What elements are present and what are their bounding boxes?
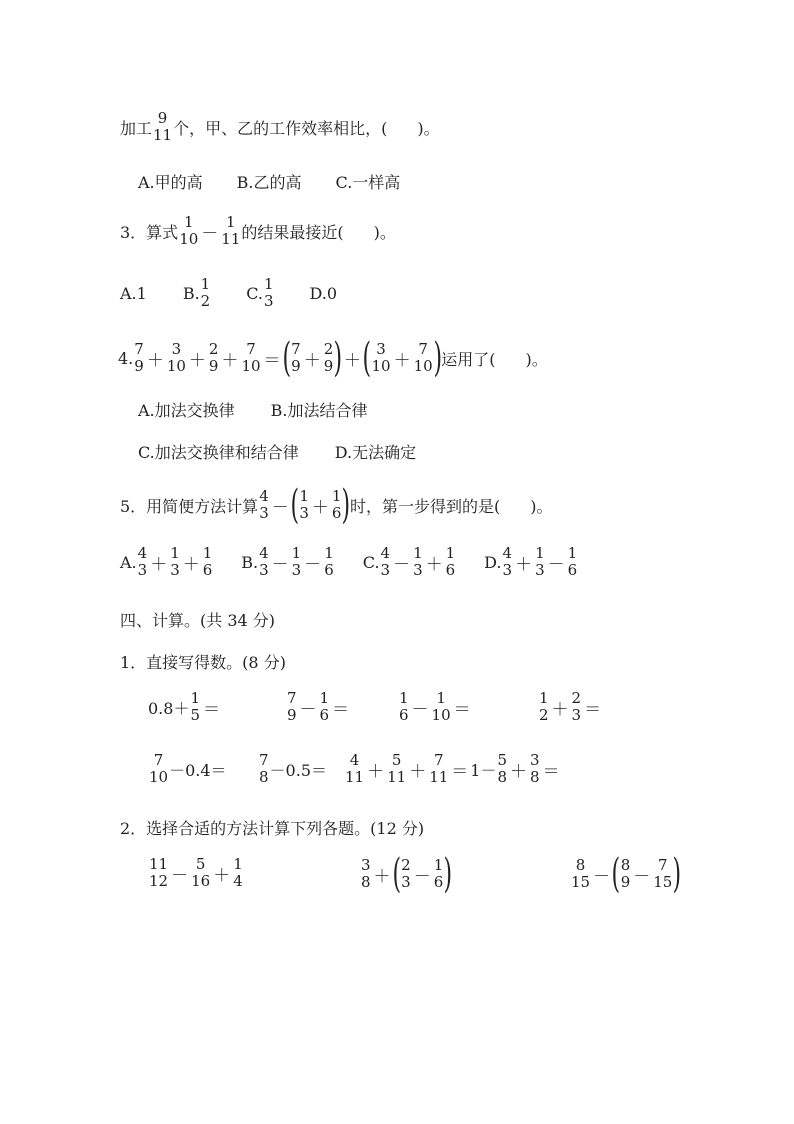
fraction: 2 9 (323, 340, 334, 375)
left-paren: ( (282, 335, 291, 381)
subsection-2-title: 2．选择合适的方法计算下列各题。(12 分) (120, 819, 425, 838)
right-paren: ) (341, 482, 351, 528)
fraction: 7 10 (413, 340, 433, 375)
left-paren: ( (290, 482, 299, 528)
option-a: A.1 (120, 283, 147, 303)
fraction: 3 10 (371, 340, 391, 375)
mental-r1-c: 1 6 － 1 10 ＝ (399, 689, 471, 724)
fraction: 7 9 (134, 340, 144, 375)
option-b: B.乙的高 (236, 173, 302, 192)
q5-stem: 5．用简便方法计算 4 3 － ( 1 3 ＋ 1 6 ) 时，第一步得到的是( )。 (120, 482, 553, 528)
q2-options (138, 170, 400, 193)
option-c: C. (246, 283, 263, 303)
section-title: 四、计算。(共 34 分) (120, 611, 276, 630)
left-paren: ( (611, 851, 621, 897)
fraction: 7 9 (291, 340, 301, 375)
fraction: 1 3 (299, 487, 309, 522)
mental-r1-a: 0.8＋ 1 5 ＝ (148, 689, 220, 724)
q4-options-row2 (138, 440, 416, 463)
q3-stem: 3．算式 1 10 － 1 11 的结果最接近( )。 (120, 213, 396, 248)
left-paren: ( (362, 335, 371, 381)
fraction: 4 3 (259, 487, 269, 522)
option-b: B. (182, 283, 200, 303)
right-paren: ) (672, 851, 682, 897)
fraction: 1 3 (263, 275, 274, 310)
q3-options (120, 276, 337, 310)
mental-r2-b: 7 8 －0.5＝ (259, 751, 327, 786)
option-d: D. 4 3 ＋ 1 3 － 1 6 (484, 544, 578, 579)
option-a: A. 4 3 ＋ 1 3 ＋ 1 6 (120, 544, 213, 579)
mental-r2-a: 7 10 －0.4＝ (149, 751, 227, 786)
fraction: 1 11 (221, 213, 241, 248)
option-a: A.加法交换律 (138, 401, 235, 420)
option-c: C.一样高 (335, 173, 401, 192)
q5-options (120, 545, 578, 579)
subsection-1-title: 1．直接写得数。(8 分) (120, 653, 286, 672)
fraction: 1 10 (179, 213, 199, 248)
calc-expr-2: 3 8 ＋ ( 2 3 － 1 6 ) (361, 851, 453, 897)
fraction: 3 10 (166, 340, 186, 375)
option-d: D.0 (309, 283, 338, 303)
mental-r2-c: 4 11 ＋ 5 11 ＋ 7 11 ＝ 1－ 5 8 ＋ 3 8 ＝ (345, 751, 560, 786)
right-paren: ) (433, 335, 442, 381)
mental-r1-d: 1 2 ＋ 2 3 ＝ (539, 689, 602, 724)
fraction: 7 10 (241, 340, 261, 375)
option-a: A.甲的高 (138, 173, 203, 192)
fraction: 9 11 (153, 109, 173, 144)
q4-stem: 4. 7 9 ＋ 3 10 ＋ 2 9 ＋ 7 10 ＝ ( 7 9 ＋ 2 9 ) ＋ ( 3 10 ＋ 7 10 ) 运用了( )。 (118, 335, 548, 381)
option-c: C. 4 3 － 1 3 ＋ 1 6 (362, 544, 456, 579)
calc-expr-1: 11 12 － 5 16 ＋ 1 4 (149, 855, 243, 890)
q2-stem: 加工 9 11 个，甲、乙的工作效率相比，( )。 (120, 109, 440, 144)
right-paren: ) (333, 335, 343, 381)
option-b: B. 4 3 － 1 3 － 1 6 (241, 544, 334, 579)
calc-expr-3: 8 15 － ( 8 9 － 7 15 ) (571, 851, 682, 897)
left-paren: ( (392, 851, 401, 897)
fraction: 1 6 (331, 487, 342, 522)
option-d: D.无法确定 (334, 443, 417, 462)
right-paren: ) (443, 851, 453, 897)
mental-r1-b: 7 9 － 1 6 ＝ (287, 689, 350, 724)
option-c: C.加法交换律和结合律 (138, 443, 299, 462)
fraction: 2 9 (208, 340, 219, 375)
fraction: 1 2 (200, 275, 211, 310)
option-b: B.加法结合律 (270, 401, 368, 420)
q4-options-row1 (138, 398, 368, 421)
